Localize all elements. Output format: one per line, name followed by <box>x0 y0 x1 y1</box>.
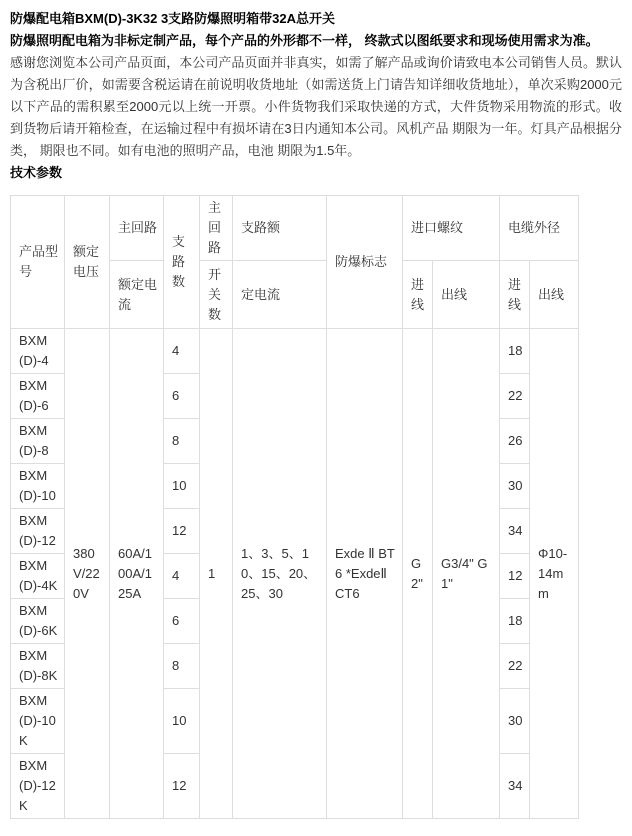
col-header-explosion-proof-mark: 防爆标志 <box>327 196 403 329</box>
cell-branch-rated-current: 1、3、5、10、15、20、25、30 <box>233 329 327 819</box>
cell-cable-inlet: 12 <box>500 554 530 599</box>
cell-model: BXM(D)-10K <box>11 689 65 754</box>
cell-model: BXM(D)-8K <box>11 644 65 689</box>
cell-cable-outlet: Φ10-14mm <box>530 329 579 819</box>
cell-model: BXM(D)-4 <box>11 329 65 374</box>
cell-model: BXM(D)-4K <box>11 554 65 599</box>
cell-cable-inlet: 22 <box>500 644 530 689</box>
cell-cable-inlet: 18 <box>500 599 530 644</box>
col-header-rated-voltage: 额定电压 <box>65 196 110 329</box>
section-heading: 技术参数 <box>10 165 63 180</box>
cell-cable-inlet: 30 <box>500 464 530 509</box>
col-header-switch-count: 开关数 <box>200 261 233 329</box>
col-header-main-circuit: 主回路 <box>110 196 164 261</box>
product-note: 防爆照明配电箱为非标定制产品，每个产品的外形都不一样， 终款式以图纸要求和现场使用需求为准。 <box>10 33 599 48</box>
cell-branch-count: 6 <box>164 599 200 644</box>
cell-cable-inlet: 30 <box>500 689 530 754</box>
cell-model: BXM(D)-12 <box>11 509 65 554</box>
cell-rated-voltage: 380V/220V <box>65 329 110 819</box>
col-header-cable-inlet: 进线 <box>500 261 530 329</box>
col-header-cable-diameter: 电缆外径 <box>500 196 579 261</box>
cell-cable-inlet: 34 <box>500 754 530 819</box>
col-header-branch-rated: 支路额 <box>233 196 327 261</box>
col-header-thread-outlet: 出线 <box>433 261 500 329</box>
cell-model: BXM(D)-10 <box>11 464 65 509</box>
cell-branch-count: 6 <box>164 374 200 419</box>
cell-model: BXM(D)-8 <box>11 419 65 464</box>
spec-table <box>10 195 579 819</box>
cell-branch-count: 10 <box>164 689 200 754</box>
page-title: 防爆配电箱BXM(D)-3K32 3支路防爆照明箱带32A总开关 <box>10 11 336 26</box>
cell-cable-inlet: 34 <box>500 509 530 554</box>
cell-cable-inlet: 18 <box>500 329 530 374</box>
cell-branch-count: 4 <box>164 554 200 599</box>
col-header-cable-outlet: 出线 <box>530 261 579 329</box>
col-header-product-model: 产品型号 <box>11 196 65 329</box>
col-header-rated-current: 额定电流 <box>110 261 164 329</box>
cell-branch-count: 12 <box>164 754 200 819</box>
cell-main-switch-count: 1 <box>200 329 233 819</box>
table-row <box>11 329 579 374</box>
col-header-main-switch: 主回路 <box>200 196 233 261</box>
cell-cable-inlet: 26 <box>500 419 530 464</box>
cell-explosion-proof-mark: Exde Ⅱ BT6 *ExdeⅡ CT6 <box>327 329 403 819</box>
col-header-branch-count: 支路数 <box>164 196 200 329</box>
cell-branch-count: 10 <box>164 464 200 509</box>
cell-model: BXM(D)-12K <box>11 754 65 819</box>
cell-branch-count: 8 <box>164 419 200 464</box>
cell-branch-count: 8 <box>164 644 200 689</box>
cell-thread-outlet: G3/4" G 1" <box>433 329 500 819</box>
col-header-import-thread: 进口螺纹 <box>403 196 500 261</box>
cell-main-rated-current: 60A/100A/125A <box>110 329 164 819</box>
cell-model: BXM(D)-6 <box>11 374 65 419</box>
cell-branch-count: 12 <box>164 509 200 554</box>
product-description: 感谢您浏览本公司产品页面，本公司产品页面并非真实，如需了解产品或询价请致电本公司销售人员。默认为含税出厂价，如需要含税运请在前说明收货地址（如需送货上门请告知详细收货地址），单次采购2000元以下产品的需积累至2000元以上统一开票。小件货物我们采取快递的方式，大件货物采用物流的形式。收到货物后请开箱检查，在运输过程中有损坏请在3日内通知本公司。风机产品 期限为一年。灯具产品根据分类， 期限也不同。如有电池的照明产品，电池 期限为1.5年。 <box>10 55 622 158</box>
col-header-thread-inlet: 进线 <box>403 261 433 329</box>
cell-cable-inlet: 22 <box>500 374 530 419</box>
col-header-rated-current2: 定电流 <box>233 261 327 329</box>
cell-model: BXM(D)-6K <box>11 599 65 644</box>
cell-thread-inlet: G 2" <box>403 329 433 819</box>
cell-branch-count: 4 <box>164 329 200 374</box>
header-row-top <box>11 196 579 261</box>
